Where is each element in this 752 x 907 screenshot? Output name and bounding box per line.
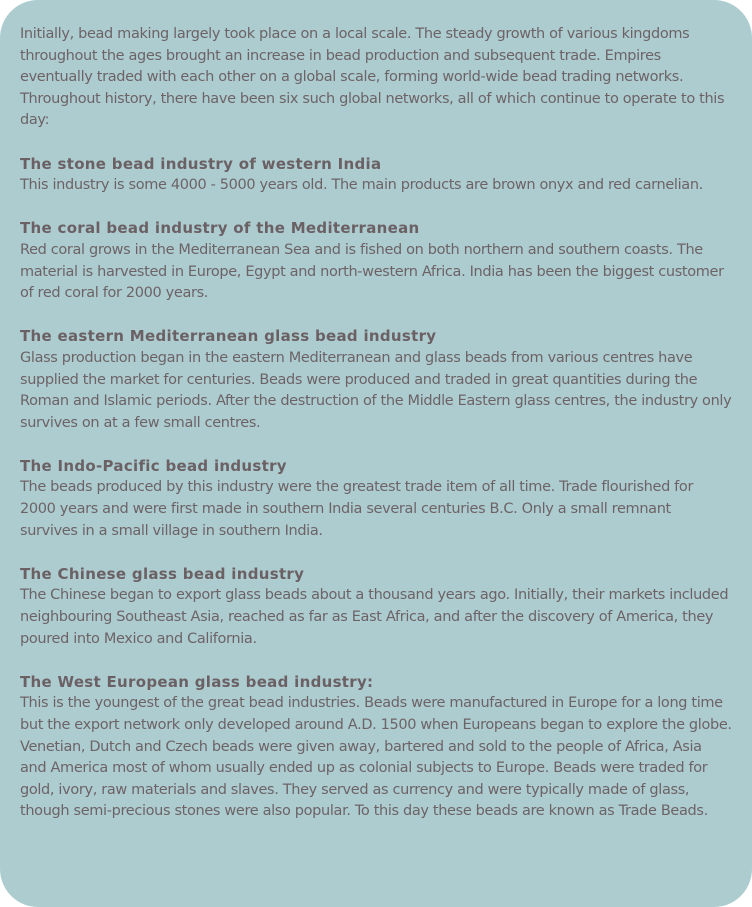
section-title: The stone bead industry of western India [20, 154, 382, 173]
section-title: The coral bead industry of the Mediterranean [20, 219, 420, 238]
section-west-european-glass-bead-industry [20, 672, 732, 823]
section-body: Glass production began in the eastern Mediterranean and glass beads from various centres have supplied the market for centuries. Beads were produced and traded in great quantities during the Roman and Islamic periods. After the destruction of the Middle Eastern glass centres, the industry only survives on at a few small centres. [20, 349, 732, 431]
section-body: Red coral grows in the Mediterranean Sea and is fished on both northern and southern coasts. The material is harvested in Europe, Egypt and north-western Africa. India has been the biggest customer of red coral for 2000 years. [20, 241, 724, 302]
section-title: The Chinese glass bead industry [20, 564, 305, 583]
section-title: The Indo-Pacific bead industry [20, 456, 287, 475]
section-stone-bead-industry [20, 154, 732, 197]
section-title: The West European glass bead industry: [20, 672, 374, 691]
section-coral-bead-industry [20, 218, 732, 304]
section-eastern-mediterranean-glass [20, 326, 732, 434]
section-body: The Chinese began to export glass beads about a thousand years ago. Initially, their markets included neighbouring Southeast Asia, reached as far as East Africa, and after the discovery of America, they poured into Mexico and California. [20, 587, 729, 647]
section-chinese-glass-bead-industry [20, 564, 732, 650]
section-indo-pacific-bead-industry [20, 456, 732, 542]
section-title: The eastern Mediterranean glass bead industry [20, 327, 437, 346]
section-body: The beads produced by this industry were the greatest trade item of all time. Trade flourished for 2000 years and were first made in southern India several centuries B.C. Only a small remnant survives in a small village in southern India. [20, 479, 694, 539]
intro-paragraph: Initially, bead making largely took place on a local scale. The steady growth of various kingdoms throughout the ages brought an increase in bead production and subsequent trade. Empires eventually traded with each other on a global scale, forming world-wide bead trading networks. Throughout history, there have been six such global networks, all of which continue to operate to this day: [20, 26, 725, 129]
section-body: This is the youngest of the great bead industries. Beads were manufactured in Europe for a long time but the export network only developed around A.D. 1500 when Europeans began to explore the globe. Venetian, Dutch and Czech beads were given away, bartered and sold to the people of Africa, Asia and America most of whom usually ended up as colonial subjects to Europe. Beads were traded for gold, ivory, raw materials and slaves. They served as currency and were typically made of glass, though semi-precious stones were also popular. To this day these beads are known as Trade Beads. [20, 695, 732, 820]
section-body: This industry is some 4000 - 5000 years old. The main products are brown onyx and red carnelian. [20, 177, 703, 194]
